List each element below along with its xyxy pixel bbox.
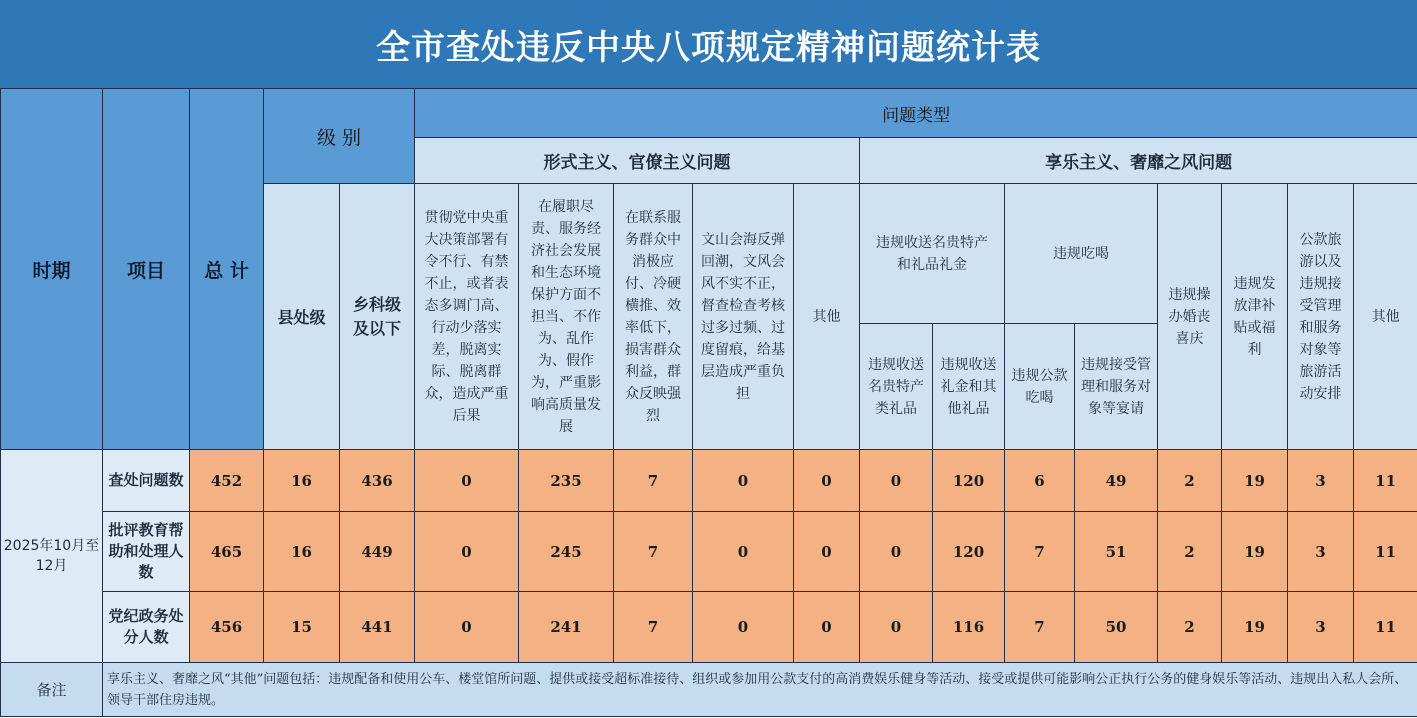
cell-h-other: 11 [1354,450,1417,512]
header-level-township: 乡科级及以下 [340,184,415,450]
cell-eat-a: 6 [1005,450,1075,512]
cell-subsidy: 19 [1222,512,1288,592]
header-travel: 公款旅游以及违规接受管理和服务对象等旅游活动安排 [1288,184,1354,450]
cell-f1: 0 [415,450,519,512]
row-item-label: 党纪政务处分人数 [103,592,190,663]
header-item: 项目 [103,89,190,450]
cell-wedding: 2 [1158,512,1222,592]
cell-eat-b: 51 [1075,512,1158,592]
cell-eat-a: 7 [1005,512,1075,592]
header-eat: 违规吃喝 [1005,184,1158,324]
cell-total: 452 [190,450,264,512]
header-formalism-other: 其他 [794,184,860,450]
header-period: 时期 [1,89,103,450]
cell-subsidy: 19 [1222,592,1288,663]
row-item-label: 批评教育帮助和处理人数 [103,512,190,592]
cell-h-other: 11 [1354,512,1417,592]
cell-gift-b: 120 [933,512,1005,592]
cell-f4: 0 [693,592,794,663]
cell-total: 456 [190,592,264,663]
period-cell: 2025年10月至12月 [1,450,103,663]
cell-gift-b: 116 [933,592,1005,663]
cell-f1: 0 [415,512,519,592]
cell-f-other: 0 [794,592,860,663]
header-gift: 违规收送名贵特产和礼品礼金 [860,184,1005,324]
cell-wedding: 2 [1158,450,1222,512]
cell-f2: 241 [519,592,614,663]
header-hedonism-other: 其他 [1354,184,1417,450]
cell-gift-b: 120 [933,450,1005,512]
header-formalism: 形式主义、官僚主义问题 [415,138,860,184]
header-formalism-decision: 贯彻党中央重大决策部署有令不行、有禁不止，或者表态多调门高、行动少落实差，脱离实际、脱离群众，造成严重后果 [415,184,519,450]
cell-gift-a: 0 [860,592,933,663]
cell-f3: 7 [614,592,693,663]
cell-f2: 245 [519,512,614,592]
header-gift-cash: 违规收送礼金和其他礼品 [933,324,1005,450]
cell-f2: 235 [519,450,614,512]
cell-wedding: 2 [1158,592,1222,663]
cell-township: 436 [340,450,415,512]
row-item-label: 查处问题数 [103,450,190,512]
cell-eat-a: 7 [1005,592,1075,663]
cell-f3: 7 [614,450,693,512]
header-eat-banquet: 违规接受管理和服务对象等宴请 [1075,324,1158,450]
cell-f-other: 0 [794,512,860,592]
header-formalism-meetings: 文山会海反弹回潮，文风会风不实不正，督查检查考核过多过频、过度留痕，给基层造成严重负担 [693,184,794,450]
header-eat-public: 违规公款吃喝 [1005,324,1075,450]
cell-county: 16 [264,450,340,512]
cell-travel: 3 [1288,512,1354,592]
cell-subsidy: 19 [1222,450,1288,512]
note-label: 备注 [1,663,103,717]
cell-travel: 3 [1288,450,1354,512]
header-level: 级 别 [264,89,415,184]
header-gift-specialty: 违规收送名贵特产类礼品 [860,324,933,450]
note-text: 享乐主义、奢靡之风“其他”问题包括：违规配备和使用公车、楼堂馆所问题、提供或接受超标准接待、组织或参加用公款支付的高消费娱乐健身等活动、接受或提供可能影响公正执行公务的健身娱乐等活动、违规出入私人会所、领导干部住房违规。 [103,663,1417,717]
cell-f4: 0 [693,512,794,592]
cell-county: 15 [264,592,340,663]
cell-eat-b: 50 [1075,592,1158,663]
header-total: 总 计 [190,89,264,450]
header-problem-type: 问题类型 [415,89,1417,138]
cell-f1: 0 [415,592,519,663]
cell-gift-a: 0 [860,450,933,512]
header-formalism-duty: 在履职尽责、服务经济社会发展和生态环境保护方面不担当、不作为、乱作为、假作为，严重影响高质量发展 [519,184,614,450]
cell-township: 449 [340,512,415,592]
cell-f4: 0 [693,450,794,512]
cell-f-other: 0 [794,450,860,512]
header-wedding: 违规操办婚丧喜庆 [1158,184,1222,450]
header-subsidy: 违规发放津补贴或福利 [1222,184,1288,450]
cell-total: 465 [190,512,264,592]
header-formalism-service: 在联系服务群众中消极应付、冷硬横推、效率低下，损害群众利益，群众反映强烈 [614,184,693,450]
page-title: 全市查处违反中央八项规定精神问题统计表 [0,0,1417,88]
cell-township: 441 [340,592,415,663]
cell-eat-b: 49 [1075,450,1158,512]
statistics-table [0,88,1417,717]
cell-f3: 7 [614,512,693,592]
header-level-county: 县处级 [264,184,340,450]
cell-travel: 3 [1288,592,1354,663]
header-hedonism: 享乐主义、奢靡之风问题 [860,138,1417,184]
cell-h-other: 11 [1354,592,1417,663]
cell-county: 16 [264,512,340,592]
cell-gift-a: 0 [860,512,933,592]
